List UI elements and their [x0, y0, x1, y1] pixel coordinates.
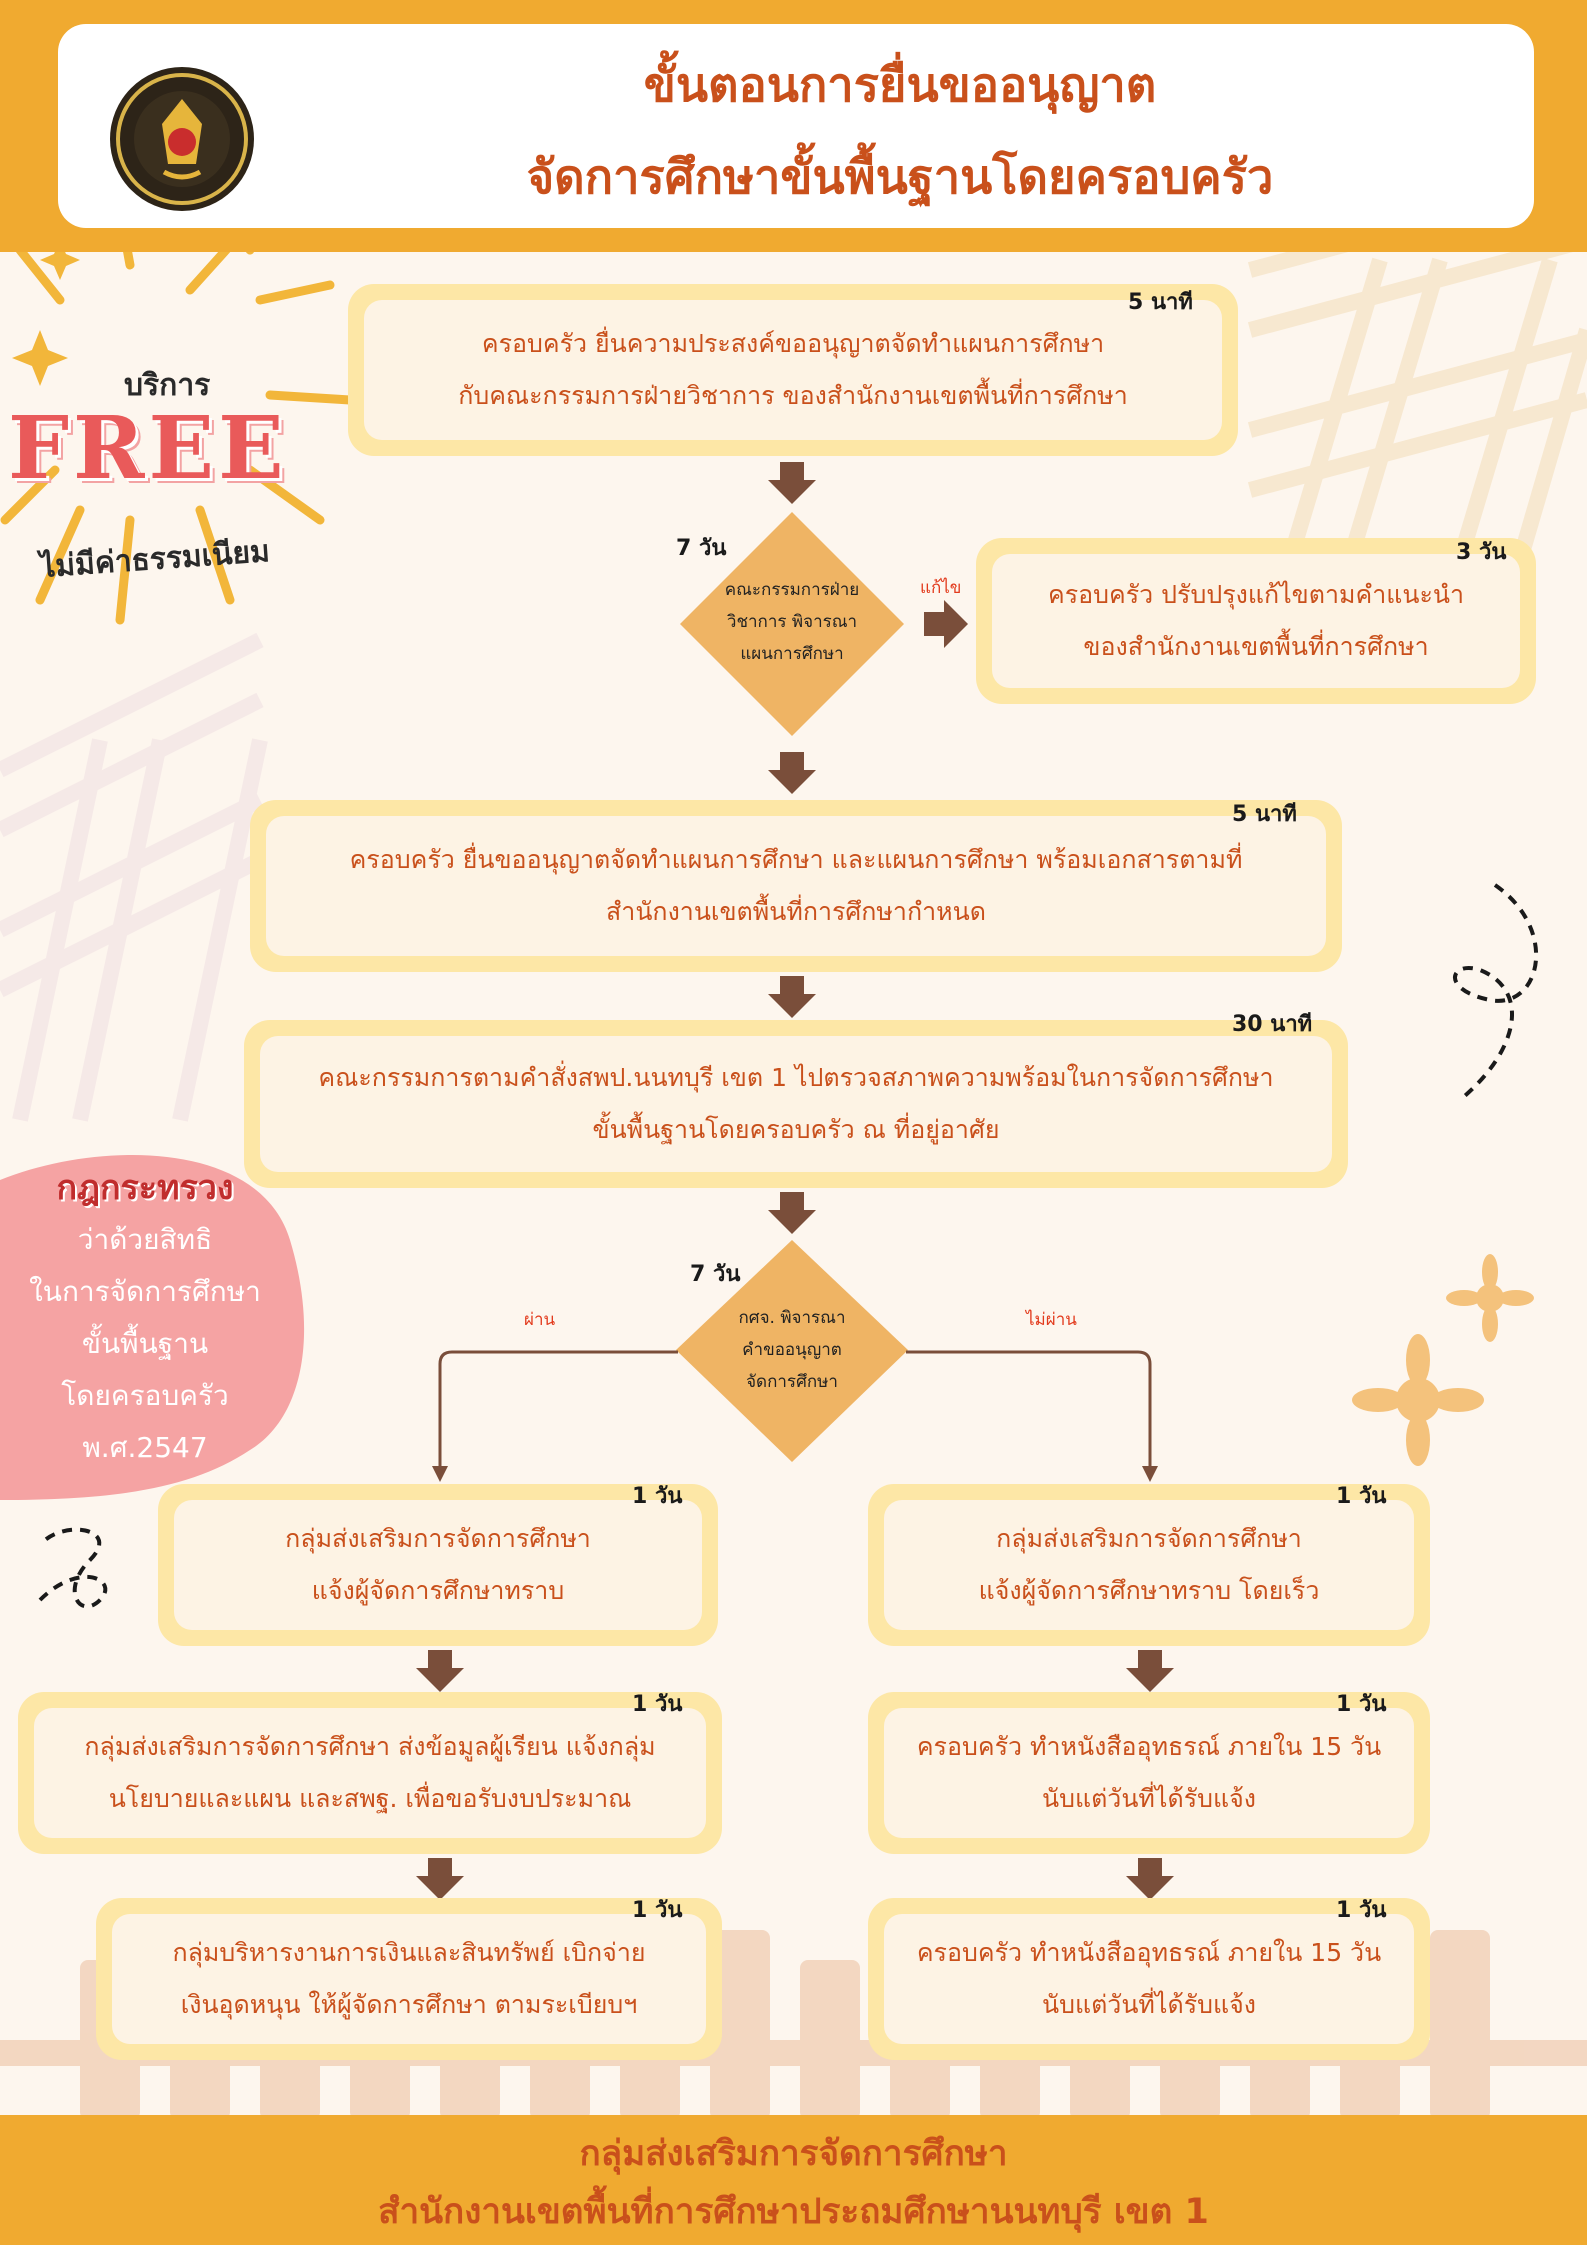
- decision-1-time: 7 วัน: [676, 536, 727, 561]
- promo-no-fee-label: ไม่มีค่าธรรมเนียม: [39, 534, 271, 585]
- step-text: สำนักงานเขตพื้นที่การศึกษากำหนด: [606, 897, 986, 926]
- fix-step-time: 3 วัน: [1456, 540, 1507, 565]
- left-step-3-content: [112, 1914, 706, 2044]
- law-line: โดยครอบครัว: [61, 1379, 229, 1412]
- right-step-2-time: 1 วัน: [1336, 1692, 1387, 1717]
- down-arrow-icon: [768, 752, 816, 794]
- decision-2-text: [700, 1302, 884, 1398]
- step-text: ครอบครัว ปรับปรุงแก้ไขตามคำแนะนำ: [1047, 580, 1465, 609]
- left-step-1-time: 1 วัน: [632, 1484, 683, 1509]
- decision-1-line: คณะกรรมการฝ่าย: [724, 580, 860, 600]
- promo-free-label: FREE: [8, 398, 288, 499]
- step-text: นับแต่วันที่ได้รับแจ้ง: [1042, 1990, 1256, 2019]
- step-text: เงินอุดหนุน ให้ผู้จัดการศึกษา ตามระเบียบฯ: [180, 1990, 638, 2019]
- step-text: นโยบายและแผน และสพฐ. เพื่อขอรับงบประมาณ: [108, 1784, 632, 1813]
- step-text: แจ้งผู้จัดการศึกษาทราบ: [311, 1576, 565, 1605]
- down-arrow-icon: [416, 1858, 464, 1900]
- down-arrow-icon: [416, 1650, 464, 1692]
- right-step-3-content: [884, 1914, 1414, 2044]
- left-step-2-box: [18, 1692, 722, 1854]
- branch-fail-label: ไม่ผ่าน: [1026, 1310, 1077, 1330]
- left-step-3-time: 1 วัน: [632, 1898, 683, 1923]
- step-text: กลุ่มส่งเสริมการจัดการศึกษา: [996, 1524, 1302, 1553]
- page-title-line1: ขั้นตอนการยื่นขออนุญาต: [643, 58, 1157, 113]
- down-arrow-icon: [768, 462, 816, 504]
- step-1-time: 5 นาที: [1128, 290, 1193, 315]
- decision-2-line: กศจ. พิจารณา: [738, 1308, 846, 1328]
- down-arrow-icon: [1126, 1858, 1174, 1900]
- fix-step-box: [976, 538, 1536, 704]
- right-step-2-content: [884, 1708, 1414, 1838]
- step-text: นับแต่วันที่ได้รับแจ้ง: [1042, 1784, 1256, 1813]
- step-3-content: [260, 1036, 1332, 1172]
- law-line: พ.ศ.2547: [82, 1431, 208, 1464]
- step-3-box: [244, 1020, 1348, 1188]
- step-text: ของสำนักงานเขตพื้นที่การศึกษา: [1083, 632, 1429, 661]
- decision-1-line: แผนการศึกษา: [740, 644, 844, 664]
- law-line: ว่าด้วยสิทธิ: [77, 1223, 213, 1256]
- right-step-1-time: 1 วัน: [1336, 1484, 1387, 1509]
- branch-fix-label: แก้ไข: [920, 578, 962, 598]
- step-text: กับคณะกรรมการฝ่ายวิชาการ ของสำนักงานเขตพื้นที่การศึกษา: [458, 381, 1128, 410]
- decision-1-line: วิชาการ พิจารณา: [726, 612, 858, 632]
- law-line: ขั้นพื้นฐาน: [81, 1327, 209, 1360]
- step-text: ครอบครัว ทำหนังสืออุทธรณ์ ภายใน 15 วัน: [916, 1938, 1382, 1967]
- right-step-3-time: 1 วัน: [1336, 1898, 1387, 1923]
- left-step-1-content: [174, 1500, 702, 1630]
- step-text: ครอบครัว ยื่นขออนุญาตจัดทำแผนการศึกษา และแผนการศึกษา พร้อมเอกสารตามที่: [349, 845, 1243, 874]
- step-2-box: [250, 800, 1342, 972]
- law-line: ในการจัดการศึกษา: [29, 1275, 261, 1308]
- decision-1-text: [700, 574, 884, 670]
- right-arrow-icon: [924, 600, 968, 648]
- step-3-time: 30 นาที: [1232, 1012, 1313, 1037]
- left-step-2-content: [34, 1708, 706, 1838]
- page-title-line2: จัดการศึกษาขั้นพื้นฐานโดยครอบครัว: [526, 150, 1274, 205]
- decision-2-time: 7 วัน: [690, 1262, 741, 1287]
- step-text: กลุ่มบริหารงานการเงินและสินทรัพย์ เบิกจ่าย: [172, 1938, 646, 1967]
- down-arrow-icon: [768, 1192, 816, 1234]
- down-arrow-icon: [768, 976, 816, 1018]
- fix-step-content: [992, 554, 1520, 688]
- step-1-box: [348, 284, 1238, 456]
- right-step-1-content: [884, 1500, 1414, 1630]
- down-arrow-icon: [1126, 1650, 1174, 1692]
- step-text: ครอบครัว ทำหนังสืออุทธรณ์ ภายใน 15 วัน: [916, 1732, 1382, 1761]
- step-text: คณะกรรมการตามคำสั่งสพป.นนทบุรี เขต 1 ไปตรวจสภาพความพร้อมในการจัดการศึกษา: [318, 1063, 1274, 1092]
- step-text: กลุ่มส่งเสริมการจัดการศึกษา: [285, 1524, 591, 1553]
- footer-line2: สำนักงานเขตพื้นที่การศึกษาประถมศึกษานนทบุรี เขต 1: [378, 2192, 1209, 2232]
- footer-line1: กลุ่มส่งเสริมการจัดการศึกษา: [579, 2134, 1008, 2174]
- step-2-content: [266, 816, 1326, 956]
- left-step-3-box: [96, 1898, 722, 2060]
- decision-2-line: จัดการศึกษา: [746, 1372, 838, 1392]
- left-step-2-time: 1 วัน: [632, 1692, 683, 1717]
- step-1-content: [364, 300, 1222, 440]
- step-2-time: 5 นาที: [1232, 802, 1297, 827]
- step-text: ครอบครัว ยื่นความประสงค์ขออนุญาตจัดทำแผนการศึกษา: [481, 329, 1105, 358]
- branch-pass-label: ผ่าน: [524, 1310, 556, 1330]
- law-title: กฎกระทรวง: [56, 1168, 234, 1208]
- decision-2-line: คำขออนุญาต: [742, 1340, 842, 1360]
- step-text: ขั้นพื้นฐานโดยครอบครัว ณ ที่อยู่อาศัย: [592, 1115, 1000, 1144]
- step-text: กลุ่มส่งเสริมการจัดการศึกษา ส่งข้อมูลผู้เรียน แจ้งกลุ่ม: [84, 1732, 656, 1761]
- promo-service-label: บริการ: [124, 368, 211, 403]
- step-text: แจ้งผู้จัดการศึกษาทราบ โดยเร็ว: [978, 1576, 1320, 1605]
